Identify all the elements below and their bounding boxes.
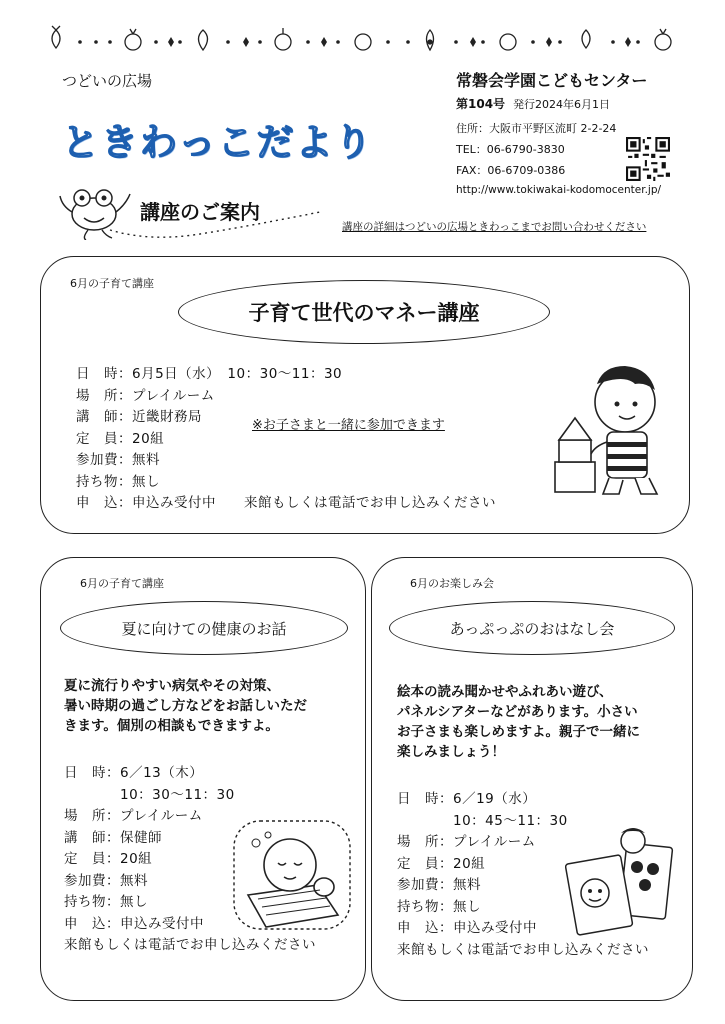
event-title-ellipse (60, 601, 348, 655)
detail-application: 申 込：申込み受付中 (397, 920, 537, 936)
description-line: パネルシアターなどがあります。小さい (397, 704, 638, 720)
phone-number: TEL：06-6790-3830 (456, 143, 565, 156)
detail-place: 場 所：プレイルーム (64, 808, 203, 824)
event-title-ellipse (178, 280, 550, 344)
detail-datetime: 日 時：6月5日（水） 10：30～11：30 (76, 366, 343, 382)
detail-application-method: 来館もしくは電話でお申し込みください (397, 941, 649, 958)
description-line: 楽しみましょう！ (397, 744, 505, 760)
detail-items: 持ち物：無し (76, 473, 160, 490)
detail-date: 日 時：6／19（水） (397, 791, 537, 807)
event-title: 夏に向けての健康のお話 (121, 619, 287, 638)
site-name: つどいの広場 (62, 72, 153, 90)
detail-time: 10：45～11：30 (397, 812, 568, 829)
event-description (397, 682, 640, 762)
org-name: 常磐会学園こどもセンター (456, 71, 648, 90)
event-category: 6月のお楽しみ会 (410, 577, 494, 590)
description-line: お子さまも楽しめますよ。親子で一緒に (397, 724, 640, 740)
event-category: 6月の子育て講座 (70, 277, 154, 290)
description-line: きます。個別の相談もできますよ。 (64, 718, 279, 734)
detail-items: 持ち物：無し (64, 894, 148, 910)
picture-books-illustration-icon (565, 827, 680, 937)
child-with-blocks-illustration-icon (525, 362, 675, 498)
detail-items: 持ち物：無し (397, 898, 481, 915)
section-title: 講座のご案内 (140, 200, 260, 224)
address: 住所：大阪市平野区流町 2-2-24 (456, 122, 617, 135)
event-category: 6月の子育て講座 (80, 577, 164, 590)
fax-number: FAX：06-6709-0386 (456, 164, 566, 177)
detail-fee: 参加費：無料 (64, 872, 148, 889)
detail-place: 場 所：プレイルーム (76, 387, 215, 404)
detail-capacity: 定 員：20組 (397, 855, 486, 872)
issue-line (456, 95, 610, 112)
newsletter-title: ときわっこだより (62, 121, 374, 164)
sleeping-baby-illustration-icon (228, 815, 356, 935)
decorative-border-icon (38, 24, 688, 58)
event-title-ellipse (389, 601, 675, 655)
detail-place: 場 所：プレイルーム (397, 834, 536, 850)
description-line: 絵本の読み聞かせやふれあい遊び、 (397, 684, 613, 700)
qr-code-icon (626, 137, 670, 181)
detail-fee: 参加費：無料 (76, 452, 160, 468)
detail-time: 10：30～11：30 (64, 786, 235, 803)
detail-application-method: 来館もしくは電話でお申し込みください (64, 937, 316, 953)
detail-fee: 参加費：無料 (397, 877, 481, 893)
detail-capacity: 定 員：20組 (64, 851, 153, 867)
event-note: ※お子さまと一緒に参加できます (252, 418, 445, 433)
inquiry-note: 講座の詳細はつどいの広場ときわっこまでお問い合わせください (342, 221, 647, 233)
event-title: 子育て世代のマネー講座 (248, 301, 480, 325)
detail-lecturer: 講 師：近畿財務局 (76, 409, 202, 425)
detail-date: 日 時：6／13（木） (64, 765, 204, 781)
detail-capacity: 定 員：20組 (76, 430, 165, 447)
event-title: あっぷっぷのおはなし会 (449, 619, 615, 638)
description-line: 夏に流行りやすい病気やその対策、 (64, 678, 280, 694)
issue-date: 発行2024年6月1日 (513, 98, 611, 111)
detail-application: 申 込：申込み受付中 (64, 915, 204, 932)
description-line: 暑い時期の過ごし方などをお話しいただ (64, 698, 307, 714)
website-url: http://www.tokiwakai-kodomocenter.jp/ (456, 184, 662, 196)
detail-lecturer: 講 師：保健師 (64, 829, 162, 846)
detail-application: 申 込：申込み受付中 来館もしくは電話でお申し込みください (76, 495, 496, 511)
event-details (76, 364, 496, 515)
event-description (64, 676, 307, 736)
issue-number: 第104号 (456, 97, 506, 111)
